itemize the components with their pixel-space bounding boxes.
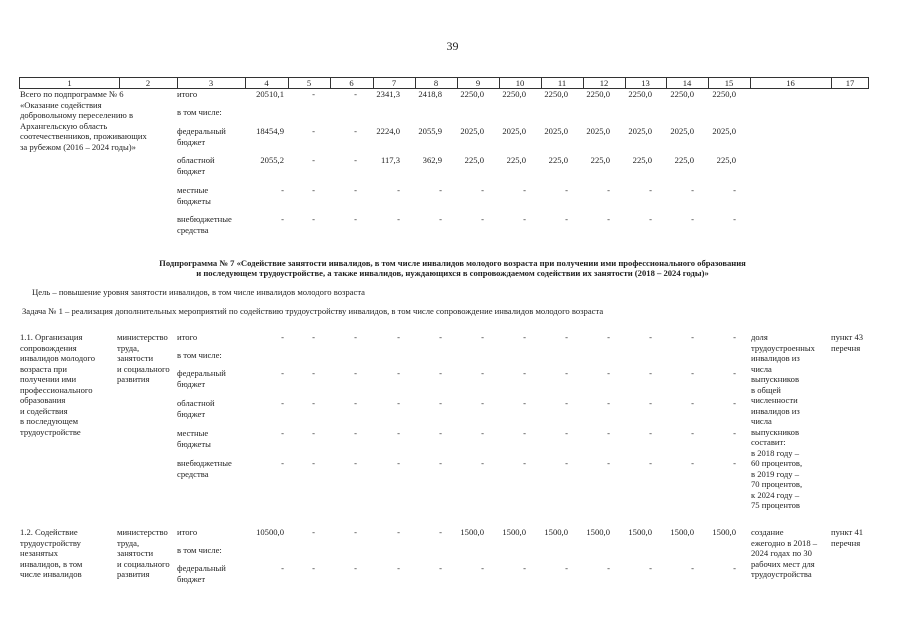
s6-row-value: - — [354, 214, 357, 224]
item-1-1-row-value: - — [397, 398, 400, 408]
item-1-1-row-value: - — [523, 458, 526, 468]
item-1-2-row-value: - — [312, 563, 315, 573]
s6-row-value: 2025,0 — [628, 126, 652, 136]
header-cell: 13 — [641, 78, 650, 88]
item-1-1-row-label: бюджеты — [177, 438, 211, 449]
item-1-1-result: в 2019 году – — [751, 468, 800, 479]
s6-row-value: 225,0 — [548, 155, 568, 165]
item-1-1-row-value: - — [312, 368, 315, 378]
item-1-2-row-value: - — [397, 563, 400, 573]
item-1-1-reference: перечня — [831, 342, 861, 353]
item-1-2-row-value: - — [481, 563, 484, 573]
s6-row-label: федеральный — [177, 126, 226, 136]
s6-row-value: - — [733, 214, 736, 224]
item-1-1-row-value: - — [281, 368, 284, 378]
item-1-1-name: инвалидов молодого — [20, 353, 96, 363]
item-1-1-row-label: федеральный — [177, 368, 226, 378]
item-1-1-row-value: - — [397, 332, 400, 342]
item-1-1-row-value: - — [439, 458, 442, 468]
item-1-2-result: создание — [751, 527, 784, 537]
item-1-2-row-value: 1500,0 — [712, 527, 736, 537]
header-divider — [288, 78, 289, 88]
item-1-1-row-value: - — [733, 368, 736, 378]
item-1-1-executor: развития — [117, 374, 150, 384]
item-1-2-row-value: - — [565, 563, 568, 573]
item-1-1-executor: и социального — [117, 363, 170, 374]
header-divider — [499, 78, 500, 88]
item-1-1-result: трудоустроенных — [751, 342, 815, 353]
s6-title: за рубежом (2016 – 2024 годы)» — [20, 141, 136, 152]
s6-row-value: 2055,2 — [260, 155, 284, 165]
item-1-1-name: получении ими — [20, 374, 77, 384]
item-1-1-row-value: - — [523, 428, 526, 438]
item-1-1-name: в последующем — [20, 416, 79, 426]
item-1-2-row-value: - — [281, 563, 284, 573]
item-1-1-row-value: - — [312, 428, 315, 438]
item-1-1-row-value: - — [481, 398, 484, 408]
s6-row-value: - — [312, 214, 315, 224]
item-1-2-row-label: бюджет — [177, 573, 206, 584]
item-1-2-reference: пункт 41 — [831, 527, 864, 537]
item-1-1-result: в 2018 году – — [751, 447, 800, 458]
item-1-2-result: трудоустройства — [751, 569, 812, 579]
s6-row-value: - — [354, 155, 357, 165]
item-1-1-result: числа — [751, 416, 772, 426]
item-1-1-result: числа — [751, 363, 772, 374]
header-divider — [415, 78, 416, 88]
item-1-1-row-value: - — [354, 368, 357, 378]
item-1-1-row-value: - — [649, 458, 652, 468]
item-1-1-row-value: - — [354, 458, 357, 468]
item-1-2-row-value: - — [607, 563, 610, 573]
s6-row-value: - — [312, 126, 315, 136]
item-1-1-row-label: бюджет — [177, 378, 206, 389]
s6-row-label: итого — [177, 89, 198, 99]
item-1-1-row-value: - — [607, 458, 610, 468]
item-1-1-row-label: бюджет — [177, 408, 206, 419]
sub7-task: Задача № 1 – реализация дополнительных мероприятий по содействию трудоустройству инвалидов, в том числе сопровождение инвалидов молодого возраста — [22, 306, 604, 316]
s6-row-value: - — [397, 214, 400, 224]
s6-row-value: 2025,0 — [586, 126, 610, 136]
s6-row-value: 2025,0 — [544, 126, 568, 136]
s6-row-value: 2250,0 — [502, 89, 526, 99]
header-cell: 4 — [264, 78, 269, 88]
item-1-2-row-value: 1500,0 — [586, 527, 610, 537]
s6-row-value: 225,0 — [506, 155, 526, 165]
header-divider — [373, 78, 374, 88]
s6-row-value: 225,0 — [590, 155, 610, 165]
item-1-2-row-value: 10500,0 — [256, 527, 284, 537]
s6-title: соотечественников, проживающих — [20, 131, 147, 141]
item-1-1-executor: занятости — [117, 353, 154, 363]
header-cell: 6 — [349, 78, 354, 88]
s6-row-value: - — [649, 185, 652, 195]
item-1-1-row-value: - — [312, 458, 315, 468]
header-divider — [457, 78, 458, 88]
item-1-1-row-value: - — [523, 398, 526, 408]
item-1-1-row-value: - — [397, 458, 400, 468]
item-1-2-row-value: - — [439, 563, 442, 573]
item-1-1-name: профессионального — [20, 384, 93, 395]
sub7-goal: Цель – повышение уровня занятости инвалидов, в том числе инвалидов молодого возраста — [32, 287, 365, 297]
header-divider — [625, 78, 626, 88]
s6-title: Всего по подпрограмме № 6 — [20, 89, 124, 99]
s6-row-value: - — [691, 185, 694, 195]
s6-row-value: 2224,0 — [376, 126, 400, 136]
item-1-1-row-value: - — [649, 368, 652, 378]
item-1-1-result: 60 процентов, — [751, 458, 803, 468]
header-cell: 11 — [557, 78, 567, 88]
item-1-1-result: выпускников — [751, 374, 800, 384]
header-cell: 10 — [515, 78, 525, 88]
s6-row-value: 225,0 — [674, 155, 694, 165]
item-1-1-result: к 2024 году – — [751, 489, 800, 500]
s6-row-label: внебюджетные — [177, 214, 232, 224]
item-1-1-row-value: - — [565, 398, 568, 408]
item-1-2-row-value: - — [354, 563, 357, 573]
item-1-1-row-label: в том числе: — [177, 350, 222, 360]
item-1-1-result: составит: — [751, 437, 786, 447]
item-1-1-row-label: средства — [177, 468, 209, 479]
item-1-1-row-value: - — [565, 428, 568, 438]
s6-row-label: средства — [177, 224, 209, 235]
s6-row-label: бюджеты — [177, 195, 211, 206]
item-1-1-row-value: - — [354, 428, 357, 438]
header-cell: 3 — [208, 78, 214, 88]
item-1-2-row-value: 1500,0 — [628, 527, 652, 537]
s6-row-value: - — [397, 185, 400, 195]
s6-row-value: - — [607, 185, 610, 195]
item-1-2-name: числе инвалидов — [20, 569, 82, 579]
item-1-1-row-value: - — [565, 458, 568, 468]
header-divider — [708, 78, 709, 88]
item-1-1-name: образования — [20, 395, 66, 405]
item-1-1-row-value: - — [281, 458, 284, 468]
item-1-1-row-value: - — [439, 332, 442, 342]
item-1-2-row-value: 1500,0 — [502, 527, 526, 537]
header-divider — [750, 78, 751, 88]
item-1-2-row-value: - — [312, 527, 315, 537]
s6-row-value: - — [523, 214, 526, 224]
s6-row-value: - — [649, 214, 652, 224]
item-1-2-row-label: итого — [177, 527, 198, 537]
header-cell: 8 — [433, 78, 439, 88]
s6-row-value: 2418,8 — [418, 89, 442, 99]
s6-row-value: - — [733, 185, 736, 195]
s6-row-value: - — [354, 185, 357, 195]
item-1-2-executor: занятости — [117, 548, 154, 558]
s6-row-label: местные — [177, 185, 209, 195]
s6-row-value: - — [281, 214, 284, 224]
s6-row-value: - — [281, 185, 284, 195]
s6-row-value: 2250,0 — [460, 89, 484, 99]
item-1-1-result: 75 процентов — [751, 500, 800, 510]
header-divider — [330, 78, 331, 88]
item-1-1-row-value: - — [691, 458, 694, 468]
item-1-1-row-value: - — [281, 428, 284, 438]
item-1-1-row-label: местные — [177, 428, 209, 438]
item-1-1-row-value: - — [649, 428, 652, 438]
s6-row-value: 225,0 — [464, 155, 484, 165]
s6-row-value: 20510,1 — [256, 89, 284, 99]
item-1-1-row-value: - — [607, 332, 610, 342]
s6-row-value: - — [481, 185, 484, 195]
s6-row-value: 2025,0 — [670, 126, 694, 136]
item-1-1-result: в общей — [751, 384, 781, 395]
item-1-1-row-value: - — [481, 428, 484, 438]
s6-row-value: 2055,9 — [418, 126, 442, 136]
item-1-1-row-label: итого — [177, 332, 198, 342]
item-1-2-row-value: - — [439, 527, 442, 537]
item-1-1-result: выпускников — [751, 426, 800, 437]
item-1-1-name: трудоустройстве — [20, 426, 81, 437]
s6-row-value: - — [691, 214, 694, 224]
item-1-1-row-value: - — [523, 332, 526, 342]
header-divider — [831, 78, 832, 88]
s6-row-label: бюджет — [177, 136, 206, 147]
item-1-1-row-value: - — [691, 368, 694, 378]
item-1-2-name: незанятых — [20, 548, 59, 558]
item-1-1-row-value: - — [481, 458, 484, 468]
item-1-1-row-value: - — [733, 398, 736, 408]
item-1-1-row-value: - — [523, 368, 526, 378]
s6-row-value: - — [354, 126, 357, 136]
s6-row-value: - — [565, 214, 568, 224]
item-1-2-row-value: 1500,0 — [460, 527, 484, 537]
item-1-1-row-label: областной — [177, 398, 215, 408]
item-1-1-row-value: - — [481, 332, 484, 342]
item-1-2-result: рабочих мест для — [751, 558, 815, 569]
s6-row-value: 225,0 — [716, 155, 736, 165]
item-1-2-row-value: 1500,0 — [670, 527, 694, 537]
item-1-2-row-label: в том числе: — [177, 545, 222, 555]
header-cell: 1 — [67, 78, 72, 88]
item-1-1-reference: пункт 43 — [831, 332, 864, 342]
item-1-1-row-value: - — [649, 332, 652, 342]
item-1-1-row-value: - — [281, 398, 284, 408]
s6-title: «Оказание содействия — [20, 99, 102, 110]
s6-row-value: - — [565, 185, 568, 195]
item-1-1-executor: труда, — [117, 342, 140, 353]
s6-row-value: - — [439, 185, 442, 195]
item-1-2-row-value: - — [733, 563, 736, 573]
s6-row-value: 2250,0 — [670, 89, 694, 99]
item-1-1-row-value: - — [607, 428, 610, 438]
s6-row-value: 2341,3 — [376, 89, 400, 99]
item-1-1-row-value: - — [481, 368, 484, 378]
header-cell: 15 — [724, 78, 734, 88]
item-1-2-row-value: 1500,0 — [544, 527, 568, 537]
s6-row-value: 2025,0 — [502, 126, 526, 136]
item-1-1-row-value: - — [312, 398, 315, 408]
sub7-heading-line2: и последующем трудоустройстве, а также инвалидов, нуждающихся в сопровождаемом содействии их занятости (2018 – 2024 годы)» — [196, 268, 709, 278]
s6-row-value: - — [607, 214, 610, 224]
item-1-2-row-value: - — [354, 527, 357, 537]
item-1-2-name: трудоустройству — [20, 537, 81, 548]
s6-row-value: 2250,0 — [544, 89, 568, 99]
item-1-1-row-value: - — [565, 368, 568, 378]
s6-row-value: 117,3 — [380, 155, 400, 165]
s6-row-value: - — [312, 89, 315, 99]
sub7-heading-line1: Подпрограмма № 7 «Содействие занятости инвалидов, в том числе инвалидов молодого возраста при получении ими профессионального образования — [159, 258, 746, 268]
item-1-1-name: сопровождения — [20, 342, 77, 353]
item-1-1-row-label: внебюджетные — [177, 458, 232, 468]
item-1-1-row-value: - — [691, 398, 694, 408]
item-1-2-row-label: федеральный — [177, 563, 226, 573]
s6-row-value: 2250,0 — [628, 89, 652, 99]
s6-row-label: областной — [177, 155, 215, 165]
item-1-1-result: 70 процентов, — [751, 479, 803, 489]
header-cell: 14 — [682, 78, 692, 88]
item-1-1-row-value: - — [733, 458, 736, 468]
item-1-1-result: инвалидов из — [751, 353, 800, 363]
item-1-1-row-value: - — [312, 332, 315, 342]
s6-row-value: 362,9 — [422, 155, 442, 165]
item-1-1-name: возраста при — [20, 363, 67, 374]
item-1-2-executor: развития — [117, 569, 150, 579]
s6-row-value: - — [481, 214, 484, 224]
s6-row-value: 2025,0 — [712, 126, 736, 136]
item-1-1-row-value: - — [733, 428, 736, 438]
header-divider — [119, 78, 120, 88]
s6-row-value: 2250,0 — [586, 89, 610, 99]
s6-row-value: 2025,0 — [460, 126, 484, 136]
item-1-1-result: инвалидов из — [751, 405, 800, 416]
item-1-1-row-value: - — [439, 398, 442, 408]
item-1-2-name: инвалидов, в том — [20, 558, 83, 569]
item-1-2-executor: и социального — [117, 558, 170, 569]
item-1-1-row-value: - — [691, 428, 694, 438]
s6-row-label: в том числе: — [177, 107, 222, 117]
item-1-2-row-value: - — [523, 563, 526, 573]
header-divider — [666, 78, 667, 88]
s6-row-value: - — [312, 155, 315, 165]
item-1-1-row-value: - — [565, 332, 568, 342]
header-divider — [583, 78, 584, 88]
s6-row-label: бюджет — [177, 165, 206, 176]
header-cell: 5 — [306, 78, 312, 88]
table-header-row — [19, 77, 869, 89]
s6-row-value: - — [523, 185, 526, 195]
item-1-1-row-value: - — [607, 398, 610, 408]
header-cell: 12 — [599, 78, 609, 88]
item-1-1-row-value: - — [397, 428, 400, 438]
header-cell: 9 — [475, 78, 481, 88]
item-1-1-row-value: - — [354, 332, 357, 342]
item-1-2-row-value: - — [649, 563, 652, 573]
s6-row-value: - — [354, 89, 357, 99]
page-number: 39 — [446, 39, 459, 53]
header-divider — [541, 78, 542, 88]
item-1-1-name: 1.1. Организация — [20, 332, 83, 342]
item-1-2-row-value: - — [397, 527, 400, 537]
item-1-1-row-value: - — [397, 368, 400, 378]
s6-row-value: 18454,9 — [256, 126, 284, 136]
item-1-1-row-value: - — [691, 332, 694, 342]
item-1-2-reference: перечня — [831, 537, 861, 548]
item-1-1-row-value: - — [281, 332, 284, 342]
item-1-1-row-value: - — [439, 428, 442, 438]
s6-row-value: - — [312, 185, 315, 195]
item-1-1-row-value: - — [649, 398, 652, 408]
item-1-1-row-value: - — [733, 332, 736, 342]
header-cell: 7 — [391, 78, 397, 88]
header-cell: 17 — [845, 78, 855, 88]
header-cell: 2 — [145, 78, 151, 88]
s6-row-value: 2250,0 — [712, 89, 736, 99]
s6-title: Архангельскую область — [20, 120, 108, 131]
header-cell: 16 — [786, 78, 795, 88]
item-1-2-result: ежегодно в 2018 – — [751, 537, 818, 548]
item-1-1-row-value: - — [607, 368, 610, 378]
item-1-2-executor: министерство — [117, 527, 168, 537]
item-1-1-executor: министерство — [117, 332, 168, 342]
header-divider — [245, 78, 246, 88]
item-1-1-row-value: - — [354, 398, 357, 408]
item-1-2-executor: труда, — [117, 537, 140, 548]
s6-row-value: - — [439, 214, 442, 224]
header-divider — [177, 78, 178, 88]
item-1-1-result: доля — [751, 332, 768, 342]
item-1-1-name: и содействия — [20, 405, 68, 416]
s6-row-value: 225,0 — [632, 155, 652, 165]
item-1-2-result: 2024 годах по 30 — [751, 548, 812, 558]
item-1-2-row-value: - — [691, 563, 694, 573]
s6-title: добровольному переселению в — [20, 110, 134, 120]
item-1-1-result: численности — [751, 395, 798, 405]
item-1-2-name: 1.2. Содействие — [20, 527, 78, 537]
item-1-1-row-value: - — [439, 368, 442, 378]
